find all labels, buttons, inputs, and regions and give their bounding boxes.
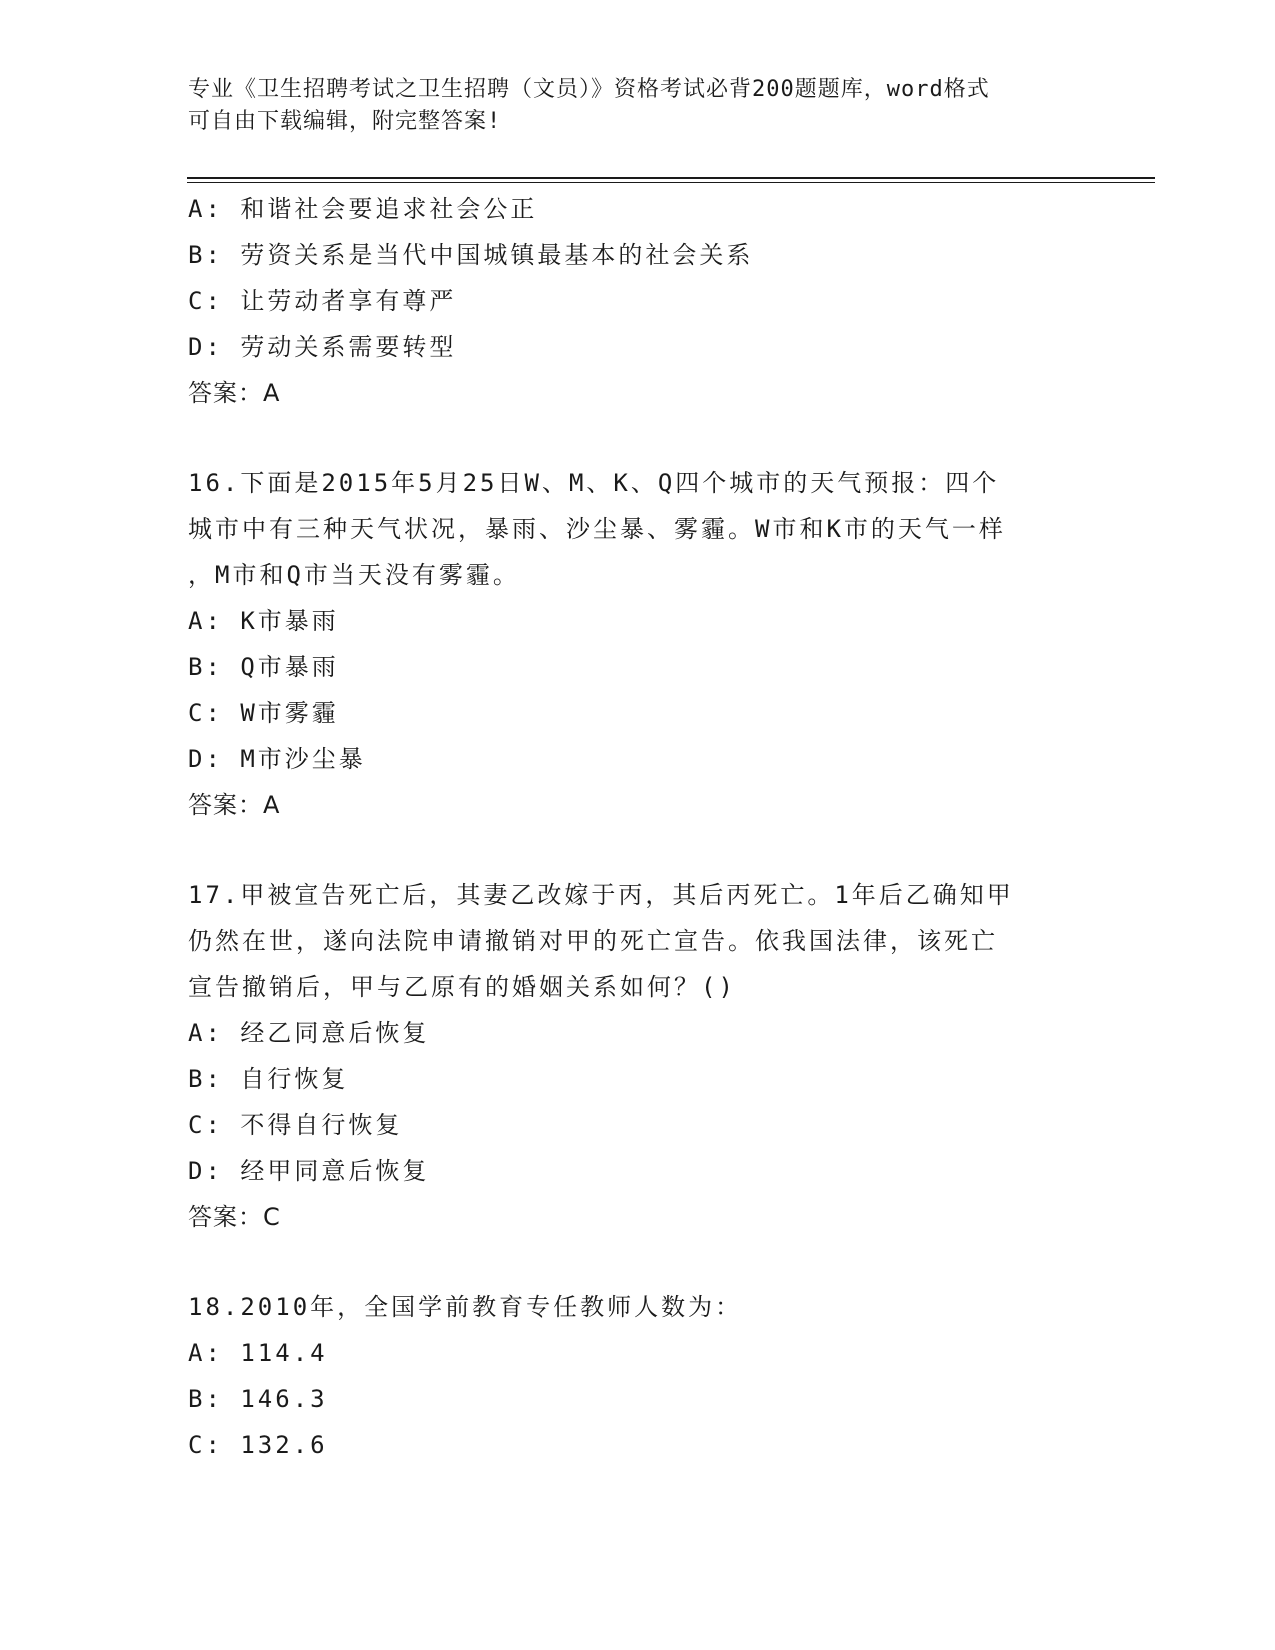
header-divider-thin	[187, 182, 1155, 183]
header-line-1: 专业《卫生招聘考试之卫生招聘（文员）》资格考试必背200题题库，word格式	[188, 77, 990, 102]
question-block-15	[188, 186, 1088, 416]
question-stem-line: 仍然在世，遂向法院申请撤销对甲的死亡宣告。依我国法律，该死亡	[188, 927, 998, 955]
option-d: D: 经甲同意后恢复	[188, 1157, 430, 1185]
question-block-16	[188, 460, 1088, 828]
option-c: C: 132.6	[188, 1431, 328, 1459]
option-b: B: 自行恢复	[188, 1065, 349, 1093]
option-b: B: 劳资关系是当代中国城镇最基本的社会关系	[188, 241, 754, 269]
option-c: C: 让劳动者享有尊严	[188, 287, 457, 315]
header-line-2: 可自由下载编辑，附完整答案!	[188, 109, 502, 134]
answer-line: 答案：C	[188, 1203, 281, 1231]
question-block-17	[188, 872, 1088, 1240]
option-b: B: 146.3	[188, 1385, 328, 1413]
question-stem-line: 17.甲被宣告死亡后，其妻乙改嫁于丙，其后丙死亡。1年后乙确知甲	[188, 881, 1014, 909]
option-a: A: 和谐社会要追求社会公正	[188, 195, 538, 223]
option-a: A: 114.4	[188, 1339, 328, 1367]
question-stem-line: ，M市和Q市当天没有雾霾。	[188, 561, 520, 589]
option-d: D: M市沙尘暴	[188, 745, 366, 773]
header-divider	[187, 177, 1155, 179]
option-c: C: W市雾霾	[188, 699, 339, 727]
question-stem-line: 18.2010年，全国学前教育专任教师人数为：	[188, 1293, 743, 1321]
option-a: A: K市暴雨	[188, 607, 339, 635]
question-stem-line: 16.下面是2015年5月25日W、M、K、Q四个城市的天气预报：四个	[188, 469, 1000, 497]
question-stem-line: 城市中有三种天气状况，暴雨、沙尘暴、雾霾。W市和K市的天气一样	[188, 515, 1006, 543]
option-a: A: 经乙同意后恢复	[188, 1019, 430, 1047]
question-block-18	[188, 1284, 1088, 1468]
document-header	[188, 74, 1088, 138]
question-list	[188, 186, 1088, 1468]
answer-line: 答案：A	[188, 791, 281, 819]
option-b: B: Q市暴雨	[188, 653, 339, 681]
option-c: C: 不得自行恢复	[188, 1111, 403, 1139]
answer-line: 答案：A	[188, 379, 281, 407]
question-stem-line: 宣告撤销后，甲与乙原有的婚姻关系如何？()	[188, 973, 736, 1001]
option-d: D: 劳动关系需要转型	[188, 333, 457, 361]
